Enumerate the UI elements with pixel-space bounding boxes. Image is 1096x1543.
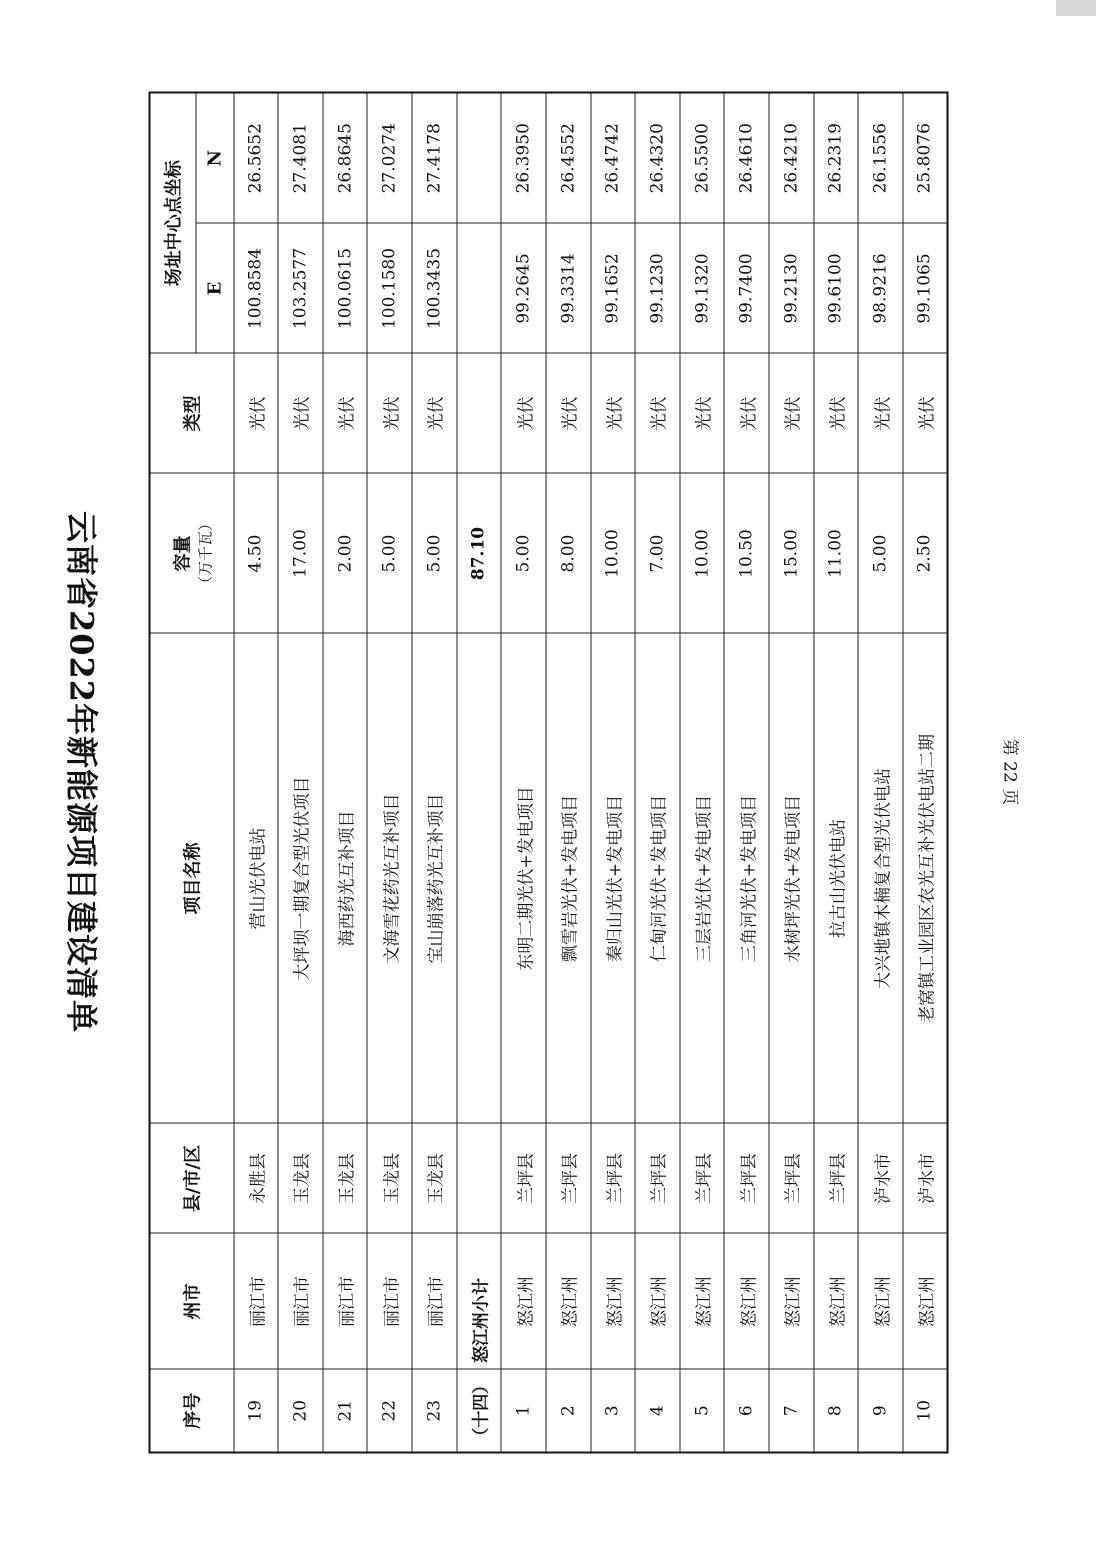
cell-type: 光伏 — [590, 353, 635, 473]
table-row — [590, 92, 635, 1452]
table-row — [902, 92, 947, 1452]
header-county: 县/市/区 — [149, 1123, 233, 1233]
header-e: E — [195, 223, 233, 353]
cell-prefecture: 怒江州 — [501, 1233, 546, 1369]
cell-type: 光伏 — [322, 353, 367, 473]
cell-type: 光伏 — [813, 353, 858, 473]
header-capacity-unit: （万千瓦） — [195, 515, 214, 591]
cell-capacity: 5.00 — [367, 473, 412, 633]
table-row — [545, 92, 590, 1452]
cell-prefecture: 怒江州 — [679, 1233, 724, 1369]
cell-seq: 4 — [635, 1369, 680, 1452]
header-n: N — [195, 92, 233, 223]
cell-county: 永胜县 — [233, 1123, 278, 1233]
cell-project: 海西药光互补项目 — [322, 633, 367, 1123]
cell-capacity: 2.50 — [902, 473, 947, 633]
subtotal-empty-project — [456, 633, 501, 1123]
cell-capacity: 11.00 — [813, 473, 858, 633]
cell-capacity: 8.00 — [545, 473, 590, 633]
cell-n: 26.2319 — [813, 92, 858, 223]
cell-type: 光伏 — [367, 353, 412, 473]
cell-type: 光伏 — [858, 353, 903, 473]
cell-e: 99.6100 — [813, 223, 858, 353]
subtotal-capacity: 87.10 — [456, 473, 501, 633]
cell-capacity: 10.00 — [590, 473, 635, 633]
cell-type: 光伏 — [501, 353, 546, 473]
cell-seq: 9 — [858, 1369, 903, 1452]
cell-n: 26.3950 — [501, 92, 546, 223]
cell-seq: 2 — [545, 1369, 590, 1452]
cell-capacity: 15.00 — [769, 473, 814, 633]
cell-county: 兰坪县 — [501, 1123, 546, 1233]
cell-capacity: 17.00 — [278, 473, 323, 633]
subtotal-row — [456, 92, 501, 1452]
page-number: 第 22 页 — [999, 738, 1019, 805]
cell-e: 99.2130 — [769, 223, 814, 353]
cell-capacity: 5.00 — [412, 473, 457, 633]
cell-e: 100.1580 — [367, 223, 412, 353]
cell-n: 27.0274 — [367, 92, 412, 223]
cell-e: 103.2577 — [278, 223, 323, 353]
cell-n: 26.8645 — [322, 92, 367, 223]
header-capacity — [149, 473, 233, 633]
cell-seq: 7 — [769, 1369, 814, 1452]
cell-e: 100.3435 — [412, 223, 457, 353]
cell-county: 玉龙县 — [322, 1123, 367, 1233]
cell-type: 光伏 — [635, 353, 680, 473]
cell-project: 水树坪光伏+发电项目 — [769, 633, 814, 1123]
cell-county: 泸水市 — [858, 1123, 903, 1233]
cell-project: 文海雪花药光互补项目 — [367, 633, 412, 1123]
cell-seq: 3 — [590, 1369, 635, 1452]
cell-seq: 19 — [233, 1369, 278, 1452]
cell-n: 26.4742 — [590, 92, 635, 223]
cell-seq: 10 — [902, 1369, 947, 1452]
subtotal-empty-n — [456, 92, 501, 223]
cell-project: 三角河光伏+发电项目 — [724, 633, 769, 1123]
subtotal-empty-county — [456, 1123, 501, 1233]
cell-county: 兰坪县 — [635, 1123, 680, 1233]
cell-county: 兰坪县 — [724, 1123, 769, 1233]
cell-n: 26.4320 — [635, 92, 680, 223]
cell-prefecture: 丽江市 — [233, 1233, 278, 1369]
subtotal-seq: （十四） — [456, 1369, 501, 1452]
cell-e: 99.3314 — [545, 223, 590, 353]
cell-type: 光伏 — [545, 353, 590, 473]
cell-n: 26.4210 — [769, 92, 814, 223]
cell-county: 兰坪县 — [769, 1123, 814, 1233]
cell-e: 99.1652 — [590, 223, 635, 353]
table-row — [367, 92, 412, 1452]
project-table-wrapper — [148, 93, 948, 1453]
cell-prefecture: 怒江州 — [858, 1233, 903, 1369]
cell-seq: 8 — [813, 1369, 858, 1452]
cell-capacity: 5.00 — [501, 473, 546, 633]
cell-seq: 6 — [724, 1369, 769, 1452]
cell-project: 营山光伏电站 — [233, 633, 278, 1123]
header-coord-group: 场址中心点坐标 — [149, 92, 195, 353]
cell-project: 宝山崩落药光互补项目 — [412, 633, 457, 1123]
cell-type: 光伏 — [679, 353, 724, 473]
cell-county: 兰坪县 — [813, 1123, 858, 1233]
cell-n: 26.5500 — [679, 92, 724, 223]
cell-type: 光伏 — [233, 353, 278, 473]
cell-e: 100.0615 — [322, 223, 367, 353]
subtotal-empty-type — [456, 353, 501, 473]
subtotal-empty-e — [456, 223, 501, 353]
table-row — [858, 92, 903, 1452]
table-row — [635, 92, 680, 1452]
cell-e: 99.1065 — [902, 223, 947, 353]
table-row — [679, 92, 724, 1452]
cell-prefecture: 怒江州 — [635, 1233, 680, 1369]
cell-project: 三层岩光伏+发电项目 — [679, 633, 724, 1123]
cell-e: 99.7400 — [724, 223, 769, 353]
header-row-1 — [149, 92, 195, 1452]
cell-project: 飘雪岩光伏+发电项目 — [545, 633, 590, 1123]
cell-e: 98.9216 — [858, 223, 903, 353]
cell-county: 玉龙县 — [412, 1123, 457, 1233]
header-type: 类型 — [149, 353, 233, 473]
cell-n: 25.8076 — [902, 92, 947, 223]
table-row — [501, 92, 546, 1452]
table-row — [233, 92, 278, 1452]
cell-prefecture: 怒江州 — [813, 1233, 858, 1369]
cell-prefecture: 丽江市 — [322, 1233, 367, 1369]
cell-project: 仁甸河光伏+发电项目 — [635, 633, 680, 1123]
cell-prefecture: 怒江州 — [545, 1233, 590, 1369]
cell-county: 兰坪县 — [679, 1123, 724, 1233]
document-title: 云南省2022年新能源项目建设清单 — [62, 510, 100, 1033]
cell-e: 99.1230 — [635, 223, 680, 353]
cell-e: 99.1320 — [679, 223, 724, 353]
cell-capacity: 10.50 — [724, 473, 769, 633]
table-row — [278, 92, 323, 1452]
cell-prefecture: 怒江州 — [590, 1233, 635, 1369]
cell-project: 大坪坝一期复合型光伏项目 — [278, 633, 323, 1123]
cell-type: 光伏 — [412, 353, 457, 473]
cell-capacity: 2.00 — [322, 473, 367, 633]
cell-type: 光伏 — [278, 353, 323, 473]
cell-project: 大兴地镇木楠复合型光伏电站 — [858, 633, 903, 1123]
cell-prefecture: 怒江州 — [769, 1233, 814, 1369]
cell-capacity: 7.00 — [635, 473, 680, 633]
cell-n: 27.4081 — [278, 92, 323, 223]
table-row — [724, 92, 769, 1452]
cell-seq: 23 — [412, 1369, 457, 1452]
cell-e: 100.8584 — [233, 223, 278, 353]
project-table — [148, 91, 948, 1453]
cell-prefecture: 怒江州 — [724, 1233, 769, 1369]
cell-capacity: 10.00 — [679, 473, 724, 633]
cell-project: 秦归山光伏+发电项目 — [590, 633, 635, 1123]
cell-county: 玉龙县 — [367, 1123, 412, 1233]
cell-prefecture: 怒江州 — [902, 1233, 947, 1369]
cell-n: 27.4178 — [412, 92, 457, 223]
cell-seq: 1 — [501, 1369, 546, 1452]
cell-project: 东明二期光伏+发电项目 — [501, 633, 546, 1123]
header-seq: 序号 — [149, 1369, 233, 1452]
cell-seq: 5 — [679, 1369, 724, 1452]
cell-capacity: 5.00 — [858, 473, 903, 633]
table-row — [813, 92, 858, 1452]
cell-n: 26.4552 — [545, 92, 590, 223]
cell-type: 光伏 — [902, 353, 947, 473]
cell-project: 拉古山光伏电站 — [813, 633, 858, 1123]
table-row — [769, 92, 814, 1452]
cell-county: 泸水市 — [902, 1123, 947, 1233]
cell-prefecture: 丽江市 — [412, 1233, 457, 1369]
cell-county: 兰坪县 — [545, 1123, 590, 1233]
cell-e: 99.2645 — [501, 223, 546, 353]
header-project: 项目名称 — [149, 633, 233, 1123]
cell-seq: 21 — [322, 1369, 367, 1452]
cell-prefecture: 丽江市 — [367, 1233, 412, 1369]
cell-type: 光伏 — [724, 353, 769, 473]
subtotal-label: 怒江州小计 — [456, 1233, 501, 1369]
cell-capacity: 4.50 — [233, 473, 278, 633]
cell-n: 26.4610 — [724, 92, 769, 223]
cell-seq: 20 — [278, 1369, 323, 1452]
cell-type: 光伏 — [769, 353, 814, 473]
cell-n: 26.5652 — [233, 92, 278, 223]
header-capacity-label: 容量 — [171, 535, 193, 571]
cell-seq: 22 — [367, 1369, 412, 1452]
table-row — [322, 92, 367, 1452]
cell-n: 26.1556 — [858, 92, 903, 223]
table-row — [412, 92, 457, 1452]
cell-prefecture: 丽江市 — [278, 1233, 323, 1369]
cell-county: 兰坪县 — [590, 1123, 635, 1233]
cell-county: 玉龙县 — [278, 1123, 323, 1233]
cell-project: 老窝镇工业园区农光互补光伏电站二期 — [902, 633, 947, 1123]
header-prefecture: 州市 — [149, 1233, 233, 1369]
